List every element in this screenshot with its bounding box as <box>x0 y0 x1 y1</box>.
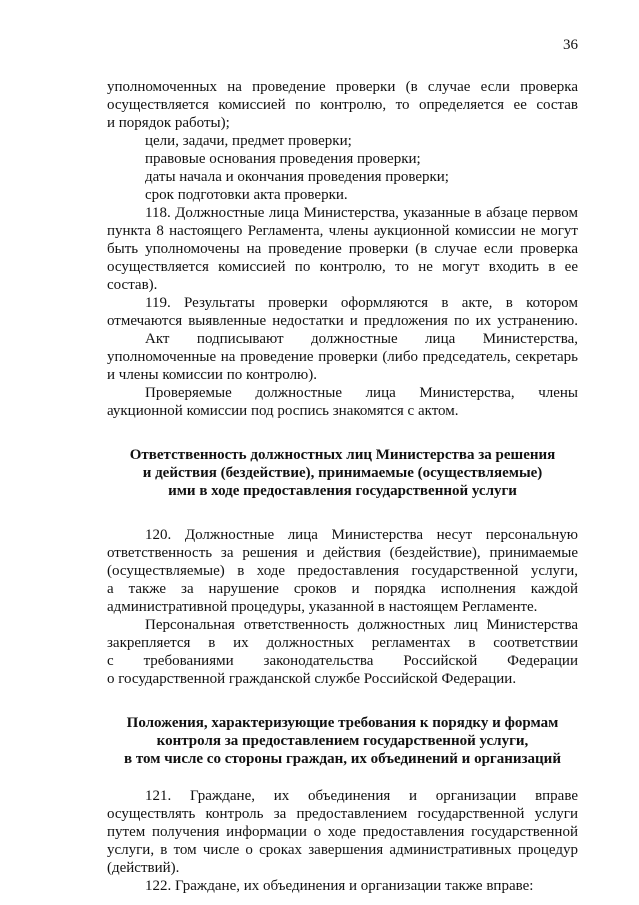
text-line: 120. Должностные лица Министерства несут персональную <box>145 527 578 543</box>
text-line: а также за нарушение сроков и порядка исполнения каждой <box>107 581 578 597</box>
section-heading: в том числе со стороны граждан, их объединений и организаций <box>124 751 561 767</box>
text-line: осуществляется комиссией по контролю, то определяется ее состав <box>107 97 578 113</box>
section-heading: Ответственность должностных лиц Министерства за решения <box>129 447 556 463</box>
text-line: 118. Должностные лица Министерства, указанные в абзаце первом <box>145 205 578 221</box>
text-line: быть уполномочены на проведение проверки (в случае если проверка <box>107 241 578 257</box>
spacer <box>107 688 578 714</box>
text-line: уполномоченных на проведение проверки (в случае если проверка <box>107 79 578 95</box>
text-line: Персональная ответственность должностных лиц Министерства <box>145 617 578 633</box>
text-line: пункта 8 настоящего Регламента, члены аукционной комиссии не могут <box>107 223 578 239</box>
document-body <box>107 78 578 895</box>
text-line: услуги, в том числе о сроках завершения административных процедур <box>107 842 578 858</box>
text-line: срок подготовки акта проверки. <box>145 187 348 203</box>
text-line: и порядок работы); <box>107 115 230 131</box>
text-line: и члены комиссии по контролю). <box>107 367 318 383</box>
text-line: осуществляется комиссией по контролю, то не могут входить в ее <box>107 259 578 275</box>
text-line: с требованиями законодательства Российской Федерации <box>107 653 578 669</box>
text-line: (осуществляемые) в ходе предоставления государственной услуги, <box>107 563 578 579</box>
text-line: Проверяемые должностные лица Министерства, члены <box>145 385 578 401</box>
text-line: 122. Граждане, их объединения и организации также вправе: <box>145 878 534 894</box>
text-line: закрепляется в их должностных регламентах в соответствии <box>107 635 578 651</box>
text-line: правовые основания проведения проверки; <box>145 151 421 167</box>
text-line: ответственность за решения и действия (бездействие), принимаемые <box>107 545 578 561</box>
spacer <box>107 420 578 446</box>
text-line: отмечаются выявленные недостатки и предложения по их устранению. <box>107 313 578 329</box>
section-heading: контроля за предоставлением государственной услуги, <box>156 733 529 749</box>
spacer <box>107 768 578 787</box>
section-heading: и действия (бездействие), принимаемые (осуществляемые) <box>142 465 543 481</box>
text-line: 121. Граждане, их объединения и организации вправе <box>145 788 578 804</box>
section-heading: ими в ходе предоставления государственной услуги <box>168 483 517 499</box>
text-line: даты начала и окончания проведения проверки; <box>145 169 449 185</box>
text-line: уполномоченные на проведение проверки (либо председатель, секретарь <box>107 349 578 365</box>
spacer <box>107 500 578 526</box>
text-line: осуществлять контроль за предоставлением государственной услуги <box>107 806 578 822</box>
text-line: состав). <box>107 277 158 293</box>
text-line: путем получения информации о ходе предоставления государственной <box>107 824 578 840</box>
text-line: цели, задачи, предмет проверки; <box>145 133 352 149</box>
text-line: Акт подписывают должностные лица Министерства, <box>145 331 578 347</box>
text-line: аукционной комиссии под роспись знакомятся с актом. <box>107 403 459 419</box>
text-line: о государственной гражданской службе Российской Федерации. <box>107 671 517 687</box>
page-number: 36 <box>563 37 578 53</box>
text-line: 119. Результаты проверки оформляются в акте, в котором <box>145 295 578 311</box>
section-heading: Положения, характеризующие требования к порядку и формам <box>126 715 559 731</box>
text-line: административной процедуры, указанной в настоящем Регламенте. <box>107 599 538 615</box>
text-line: (действий). <box>107 860 180 876</box>
